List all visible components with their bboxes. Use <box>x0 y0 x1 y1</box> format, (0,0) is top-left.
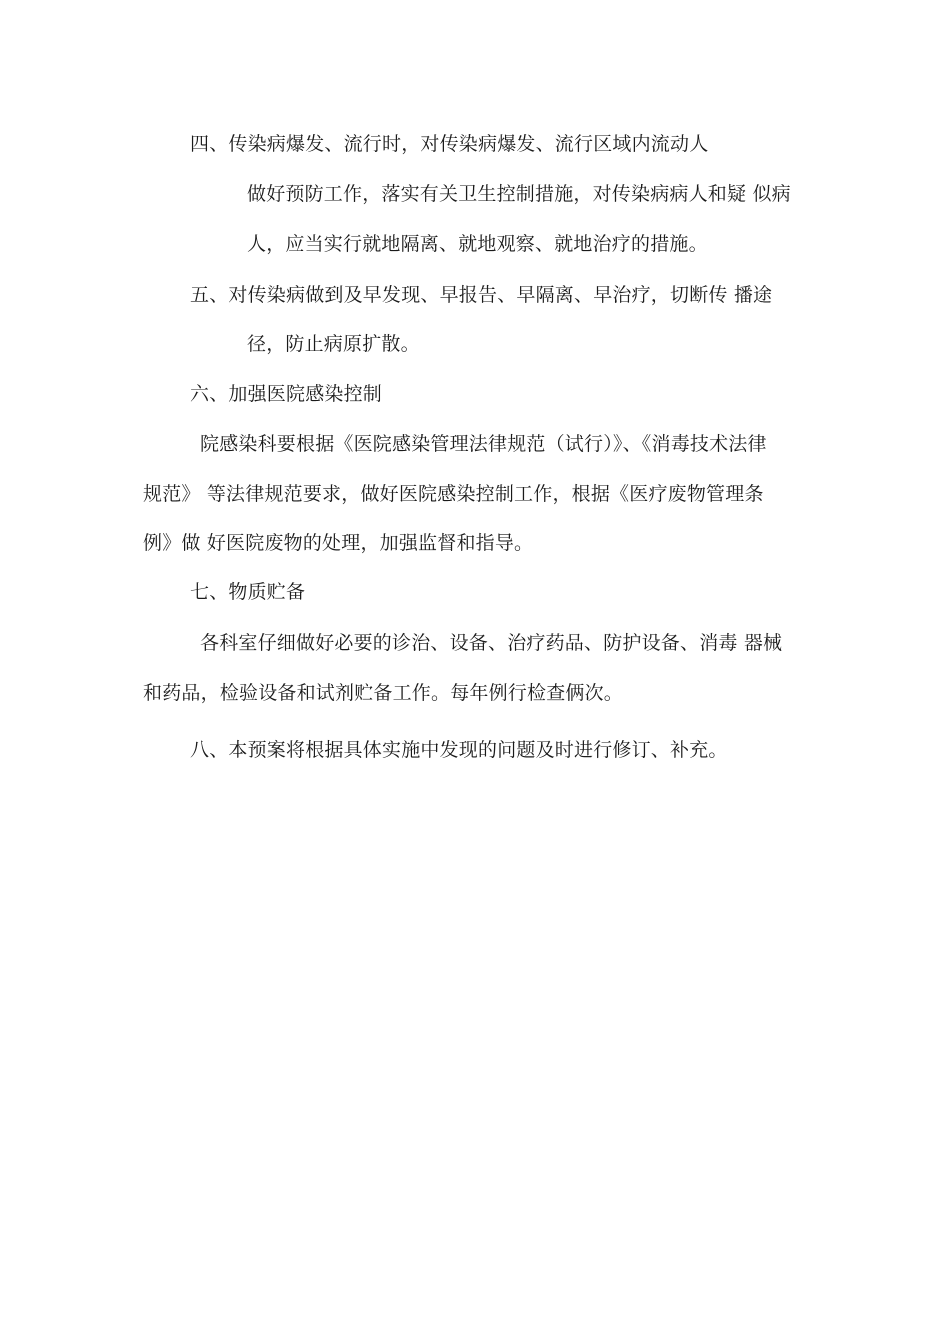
section-four-line-2: 做好预防工作，落实有关卫生控制措施，对传染病病人和疑 似病 <box>247 183 791 205</box>
section-four-line-1: 四、传染病爆发、流行时，对传染病爆发、流行区域内流动人 <box>190 133 709 155</box>
section-five-line-2: 径，防止病原扩散。 <box>247 333 420 355</box>
section-seven-heading: 七、物质贮备 <box>190 581 306 603</box>
section-six-line-2: 规范》 等法律规范要求，做好医院感染控制工作，根据《医疗废物管理条 <box>143 483 764 505</box>
section-six-line-3: 例》做 好医院废物的处理，加强监督和指导。 <box>143 532 534 554</box>
section-seven-line-2: 和药品，检验设备和试剂贮备工作。每年例行检查俩次。 <box>143 682 624 704</box>
section-six-line-1: 院感染科要根据《医院感染管理法律规范（试行）》、《消毒技术法律 <box>200 433 767 455</box>
section-five-line-1: 五、对传染病做到及早发现、早报告、早隔离、早治疗，切断传 播途 <box>190 284 773 306</box>
section-seven-line-1: 各科室仔细做好必要的诊治、设备、治疗药品、防护设备、消毒 器械 <box>200 632 783 654</box>
section-six-heading: 六、加强医院感染控制 <box>190 383 383 405</box>
section-eight-line-1: 八、本预案将根据具体实施中发现的问题及时进行修订、补充。 <box>190 739 728 761</box>
section-four-line-3: 人，应当实行就地隔离、就地观察、就地治疗的措施。 <box>247 233 708 255</box>
